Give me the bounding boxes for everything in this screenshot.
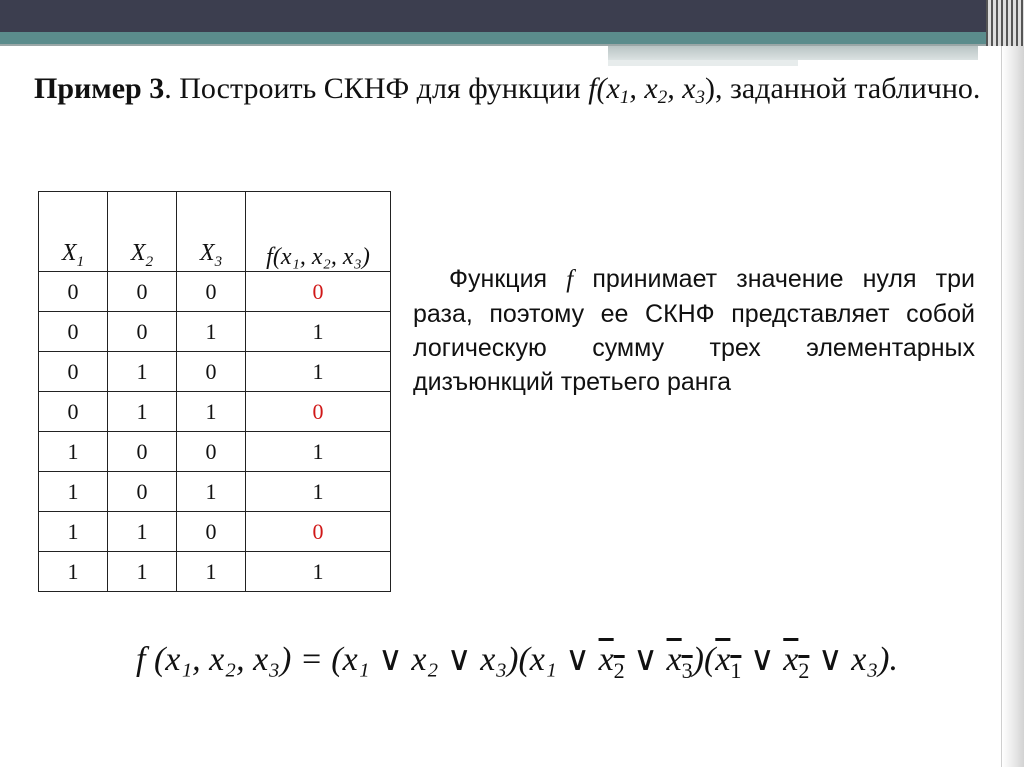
cell-f: 1 xyxy=(246,312,391,352)
header-tab-decoration-lower xyxy=(608,60,798,66)
cell-x3: 1 xyxy=(177,472,246,512)
cell-x2: 0 xyxy=(108,472,177,512)
formula-term-3: ($x_1$ ∨ $x_2$ ∨ x₃). xyxy=(703,641,898,683)
cell-x3: 0 xyxy=(177,432,246,472)
table-row xyxy=(39,312,391,352)
cell-x1: 0 xyxy=(39,352,108,392)
cell-x3: 0 xyxy=(177,512,246,552)
header-x1: $X_1$ xyxy=(39,192,108,272)
cell-x3: 1 xyxy=(177,552,246,592)
cell-x3: 0 xyxy=(177,352,246,392)
cell-f-zero: 0 xyxy=(246,392,391,432)
table-header-row xyxy=(39,192,391,272)
header-teal-bar xyxy=(0,32,1024,44)
header-dark-bar xyxy=(0,0,1024,32)
cell-x1: 0 xyxy=(39,392,108,432)
cell-x1: 0 xyxy=(39,312,108,352)
cell-x2: 0 xyxy=(108,432,177,472)
cell-f-zero: 0 xyxy=(246,512,391,552)
cell-f: 1 xyxy=(246,352,391,392)
table-row xyxy=(39,272,391,312)
title-function: $f(x_1$, $x_2$, $x_3$ xyxy=(588,72,706,108)
table-row xyxy=(39,352,391,392)
slide-title xyxy=(34,70,982,108)
cell-x2: 1 xyxy=(108,352,177,392)
cell-x1: 1 xyxy=(39,472,108,512)
cell-x1: 1 xyxy=(39,512,108,552)
table-row xyxy=(39,432,391,472)
cell-f: 1 xyxy=(246,432,391,472)
cell-x2: 0 xyxy=(108,312,177,352)
header-x3: $X_3$ xyxy=(177,192,246,272)
cell-x1: 0 xyxy=(39,272,108,312)
example-label: Пример 3 xyxy=(34,72,165,105)
table-row xyxy=(39,472,391,512)
cell-x3: 1 xyxy=(177,392,246,432)
cell-x2: 1 xyxy=(108,512,177,552)
table-row xyxy=(39,552,391,592)
header-tab-decoration xyxy=(608,46,978,60)
title-text: Построить СКНФ для функции xyxy=(171,72,589,105)
cell-x3: 1 xyxy=(177,312,246,352)
formula-term-2: (x₁ ∨ $x_2$ ∨ $x_3$) xyxy=(518,641,704,683)
cell-x1: 1 xyxy=(39,552,108,592)
sknf-formula xyxy=(136,636,996,684)
table-row xyxy=(39,512,391,552)
formula-lhs: f (x₁, x₂, x₃) = xyxy=(136,641,332,678)
cell-x2: 1 xyxy=(108,552,177,592)
description-text: Функция f принимает значение нуля три раза, поэтому ее СКНФ представляет собой логическую сумму трех элементарных дизъюнкций третьего ранга xyxy=(413,265,975,396)
cell-f-zero: 0 xyxy=(246,272,391,312)
cell-f: 1 xyxy=(246,552,391,592)
header-stripes xyxy=(986,0,1024,46)
header-x2: $X_2$ xyxy=(108,192,177,272)
cell-x2: 1 xyxy=(108,392,177,432)
table-row xyxy=(39,392,391,432)
title-end: ), xyxy=(705,72,723,105)
truth-table xyxy=(38,191,391,592)
cell-x1: 1 xyxy=(39,432,108,472)
cell-x3: 0 xyxy=(177,272,246,312)
header-f: f(x₁, x₂, x₃) xyxy=(246,192,391,272)
page-edge-right xyxy=(1002,46,1024,767)
function-symbol: f xyxy=(566,266,574,293)
formula-term-1: (x₁ ∨ x₂ ∨ x₃) xyxy=(331,641,519,678)
example-label-sep: . xyxy=(164,72,172,105)
cell-x2: 0 xyxy=(108,272,177,312)
cell-f: 1 xyxy=(246,472,391,512)
title-line2: заданной таблично. xyxy=(722,72,981,105)
